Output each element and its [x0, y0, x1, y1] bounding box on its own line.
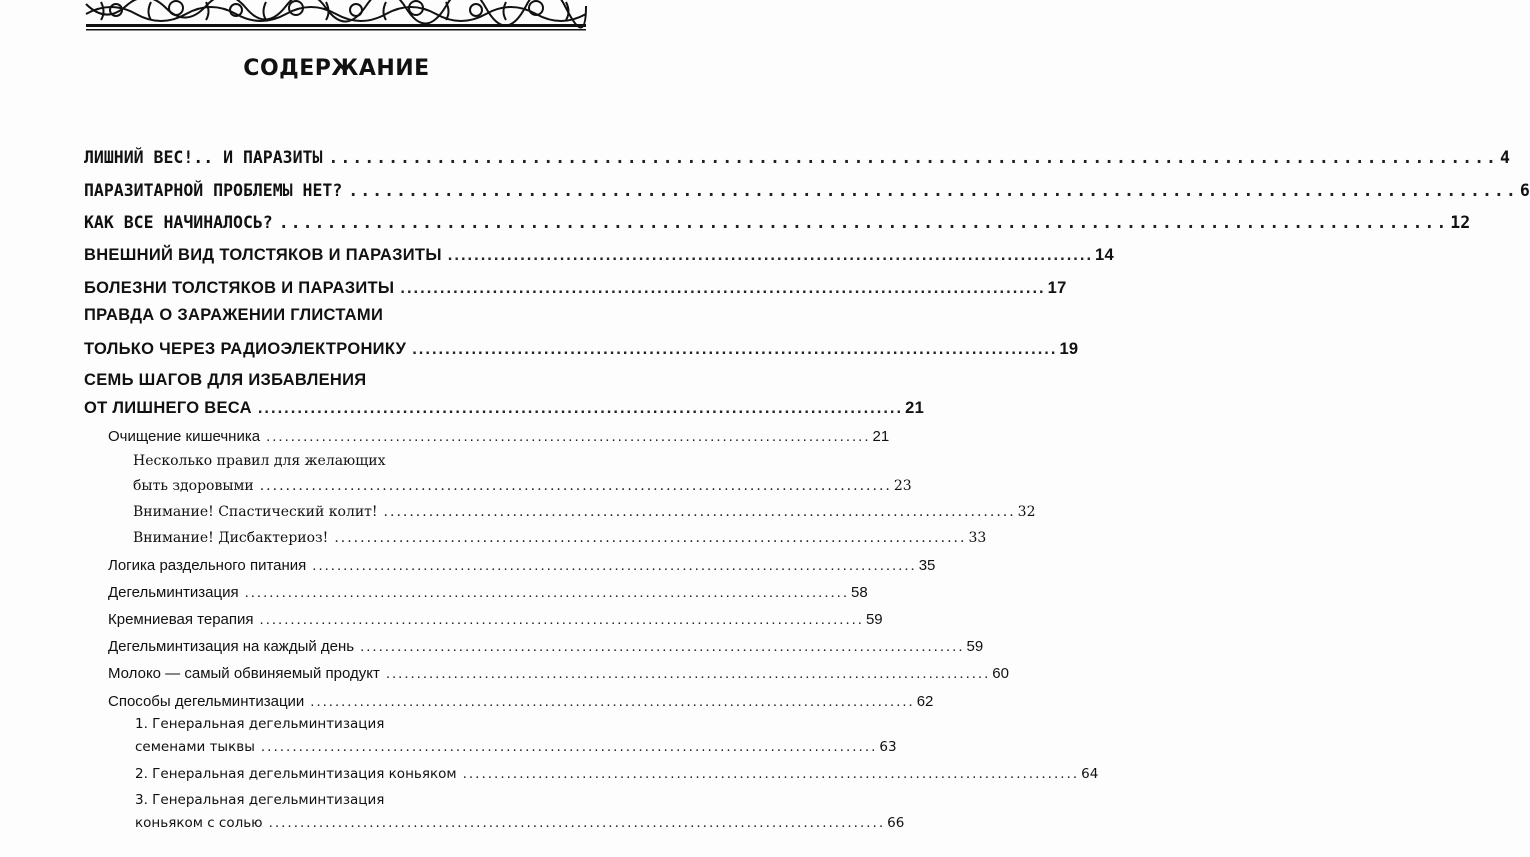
toc-entry: ПАРАЗИТАРНОЙ ПРОБЛЕМЫ НЕТ? .................................................................................................. 6: [84, 181, 1530, 200]
toc-page-number: 59: [865, 611, 883, 628]
toc-entry-title: Внимание! Спастический колит!: [133, 504, 378, 520]
toc-page-number: 35: [918, 557, 936, 574]
toc-entry-title: Внимание! Дисбактериоз!: [133, 530, 329, 546]
toc-entry-title: Способы дегельминтизации: [108, 693, 305, 710]
toc-page-number: 23: [893, 478, 912, 494]
toc-page-number: 6: [1519, 181, 1530, 200]
toc-page-number: 19: [1059, 340, 1079, 358]
toc-subentry: Молоко — самый обвиняемый продукт .................................................................................................. 60: [108, 665, 1009, 682]
toc-page-number: 4: [1499, 148, 1510, 167]
toc-entry-title: Несколько правил для желающих: [133, 453, 386, 469]
toc-entry-title: Очищение кишечника: [108, 428, 261, 445]
toc-entry: ОТ ЛИШНЕГО ВЕСА .................................................................................................. 21: [84, 399, 925, 417]
toc-page-number: 14: [1095, 246, 1114, 264]
toc-entry-title: ВНЕШНИЙ ВИД ТОЛСТЯКОВ И ПАРАЗИТЫ: [84, 246, 442, 264]
toc-page-number: 21: [872, 428, 890, 445]
toc-subentry: Дегельминтизация на каждый день .................................................................................................. 59: [108, 638, 984, 655]
toc-entry-title: Дегельминтизация на каждый день: [108, 638, 355, 655]
toc-entry: ТОЛЬКО ЧЕРЕЗ РАДИОЭЛЕКТРОНИКУ .................................................................................................. 19: [84, 340, 1079, 358]
toc-entry-title: ЛИШНИЙ ВЕС!.. И ПАРАЗИТЫ: [84, 148, 323, 167]
toc-page-number: 59: [966, 638, 984, 655]
toc-entry-title: ПРАВДА О ЗАРАЖЕНИИ ГЛИСТАМИ: [84, 306, 384, 324]
toc-page-number: 58: [851, 584, 868, 601]
toc-subsubentry: семенами тыквы .................................................................................................. 63: [135, 739, 897, 755]
toc-page-number: 17: [1047, 279, 1067, 297]
toc-subentry: Кремниевая терапия .................................................................................................. 59: [108, 611, 883, 628]
toc-subentry: Логика раздельного питания .................................................................................................. 35: [108, 557, 936, 574]
toc-entry-title: семенами тыквы: [135, 739, 255, 755]
toc-entry-title: 1. Генеральная дегельминтизация: [135, 716, 385, 732]
toc-subsubentry: [135, 716, 580, 732]
toc-entry-title: Логика раздельного питания: [108, 557, 307, 574]
toc-page-number: 32: [1017, 504, 1036, 520]
toc-subentry: Дегельминтизация .................................................................................................. 58: [108, 584, 868, 601]
toc-page-number: 21: [905, 399, 925, 417]
toc-entry: [84, 306, 580, 325]
toc-entry-title: коньяком с солью: [135, 815, 263, 831]
toc-entry: КАК ВСЕ НАЧИНАЛОСЬ? .................................................................................................. 12: [84, 213, 1471, 232]
toc-entry-title: КАК ВСЕ НАЧИНАЛОСЬ?: [84, 213, 273, 232]
toc-subsubentry: [135, 792, 580, 808]
toc-subsubentry: Внимание! Спастический колит! .................................................................................................. 32: [133, 504, 1036, 520]
toc-subsubentry: [133, 453, 580, 469]
toc-entry-title: ПАРАЗИТАРНОЙ ПРОБЛЕМЫ НЕТ?: [84, 181, 343, 200]
toc-entry-title: Кремниевая терапия: [108, 611, 254, 628]
toc-entry: [84, 371, 580, 390]
toc-page-number: 63: [879, 739, 897, 755]
toc-entry-title: Молоко — самый обвиняемый продукт: [108, 665, 380, 682]
page-title: СОДЕРЖАНИЕ: [243, 56, 430, 81]
toc-subsubentry: коньяком с солью .................................................................................................. 66: [135, 815, 905, 831]
toc-entry-title: ТОЛЬКО ЧЕРЕЗ РАДИОЭЛЕКТРОНИКУ: [84, 340, 407, 358]
toc-entry-title: 3. Генеральная дегельминтизация: [135, 792, 385, 808]
toc-entry: ЛИШНИЙ ВЕС!.. И ПАРАЗИТЫ .................................................................................................. 4: [84, 148, 1510, 167]
toc-entry-title: ОТ ЛИШНЕГО ВЕСА: [84, 399, 252, 417]
toc-entry: ВНЕШНИЙ ВИД ТОЛСТЯКОВ И ПАРАЗИТЫ .................................................................................................. 14: [84, 246, 1114, 264]
toc-subsubentry: быть здоровыми .................................................................................................. 23: [133, 478, 912, 494]
toc-page-number: 62: [916, 693, 934, 710]
toc-entry-title: 2. Генеральная дегельминтизация коньяком: [135, 766, 457, 782]
toc-entry: БОЛЕЗНИ ТОЛСТЯКОВ И ПАРАЗИТЫ .................................................................................................. 17: [84, 279, 1067, 297]
toc-subsubentry: 2. Генеральная дегельминтизация коньяком .................................................................................................. 64: [135, 766, 1099, 782]
toc-entry-title: БОЛЕЗНИ ТОЛСТЯКОВ И ПАРАЗИТЫ: [84, 279, 395, 297]
toc-page-number: 66: [887, 815, 905, 831]
toc-entry-title: быть здоровыми: [133, 478, 254, 494]
toc-page-number: 60: [992, 665, 1009, 682]
toc-subentry: Способы дегельминтизации .................................................................................................. 62: [108, 693, 934, 710]
toc-entry-title: СЕМЬ ШАГОВ ДЛЯ ИЗБАВЛЕНИЯ: [84, 371, 367, 389]
toc-page-number: 33: [968, 530, 987, 546]
toc-subsubentry: Внимание! Дисбактериоз! .................................................................................................. 33: [133, 530, 987, 546]
toc-subentry: Очищение кишечника .................................................................................................. 21: [108, 428, 890, 445]
toc-entry-title: Дегельминтизация: [108, 584, 239, 601]
toc-page-number: 12: [1450, 213, 1471, 232]
toc-page-number: 64: [1081, 766, 1099, 782]
